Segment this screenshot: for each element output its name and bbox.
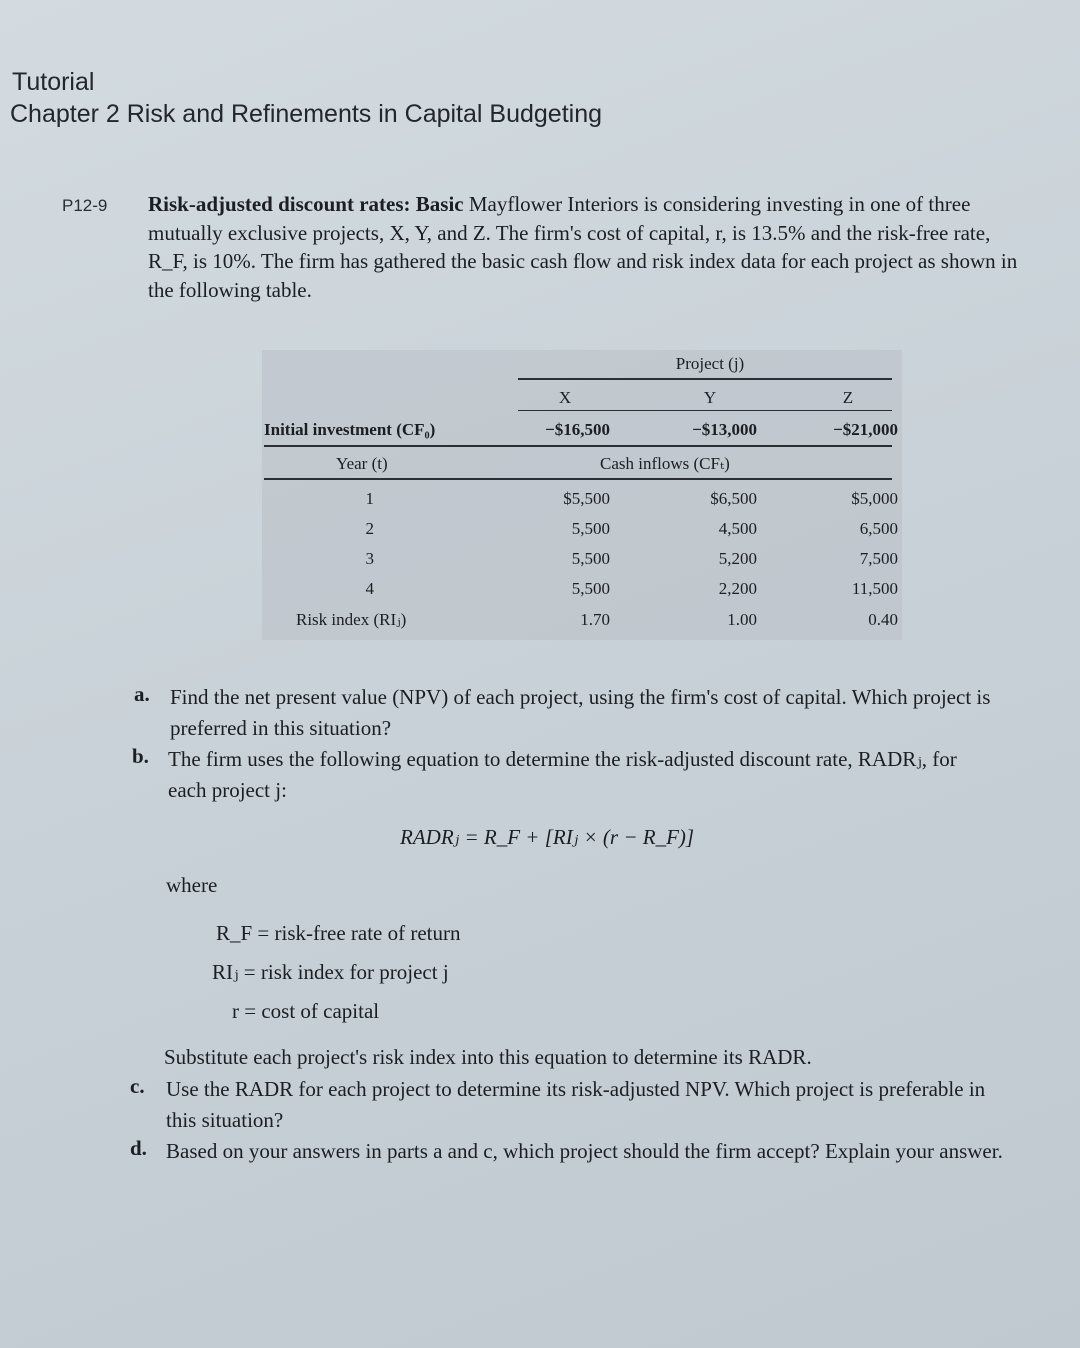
investment-rule: [264, 445, 892, 447]
question-c-text: Use the RADR for each project to determine its risk-adjusted NPV. Which project is preferable in this situation?: [166, 1077, 986, 1132]
cash-z-2: 6,500: [859, 519, 898, 538]
question-d-label: d.: [130, 1136, 147, 1160]
risk-index-z: 0.40: [868, 610, 898, 629]
question-c-label: c.: [130, 1074, 145, 1098]
cash-y-1: $6,500: [710, 489, 757, 508]
substitute-instruction: Substitute each project's risk index into this equation to determine its RADR.: [164, 1045, 812, 1069]
radr-equation: RADRⱼ = R_F + [RIⱼ × (r − R_F)]: [400, 825, 695, 849]
risk-index-label: Risk index (RIⱼ): [296, 610, 407, 629]
definition-risk-index: RIⱼ = risk index for project j: [212, 960, 449, 984]
cash-z-1: $5,000: [851, 489, 898, 508]
problem-title: Risk-adjusted discount rates: Basic: [148, 192, 464, 216]
project-group-header: Project (j): [675, 354, 745, 373]
risk-index-x: 1.70: [580, 610, 610, 629]
cash-z-4: 11,500: [851, 579, 898, 598]
inflows-rule: [264, 478, 892, 480]
problem-statement: [148, 190, 1028, 304]
cash-z-3: 7,500: [859, 549, 898, 568]
definition-risk-free: R_F = risk-free rate of return: [216, 921, 461, 945]
risk-index-y: 1.00: [727, 610, 757, 629]
year-label: Year (t): [336, 454, 388, 473]
project-rule: [518, 410, 892, 411]
cash-y-4: 2,200: [718, 579, 757, 598]
cash-x-1: $5,500: [563, 489, 610, 508]
project-z-header: Z: [842, 388, 854, 407]
problem-number: P12-9: [62, 196, 108, 215]
chapter-title: Chapter 2 Risk and Refinements in Capital Budgeting: [10, 100, 603, 128]
initial-investment-y: −$13,000: [692, 420, 757, 439]
cash-x-3: 5,500: [571, 549, 610, 568]
initial-investment-x: −$16,500: [545, 420, 610, 439]
header-rule: [518, 378, 892, 380]
initial-investment-label: Initial investment (CF₀): [264, 420, 436, 439]
initial-investment-z: −$21,000: [833, 420, 898, 439]
project-x-header: X: [558, 388, 572, 407]
tutorial-heading: Tutorial: [12, 68, 95, 96]
question-a-text: Find the net present value (NPV) of each project, using the firm's cost of capital. Which project is preferred in this situation?: [170, 685, 991, 740]
question-a-label: a.: [134, 682, 150, 706]
question-b-label: b.: [132, 744, 149, 768]
cash-y-3: 5,200: [718, 549, 757, 568]
definition-cost-of-capital: r = cost of capital: [232, 999, 380, 1023]
question-d-text: Based on your answers in parts a and c, which project should the firm accept? Explain your answer.: [166, 1139, 1003, 1163]
year-2: 2: [365, 519, 374, 538]
year-4: 4: [365, 579, 374, 598]
where-label: where: [166, 873, 218, 897]
year-3: 3: [365, 549, 374, 568]
question-b-text: The firm uses the following equation to determine the risk-adjusted discount rate, RADRⱼ, for each project j:: [168, 747, 957, 802]
project-y-header: Y: [703, 388, 717, 407]
problem-body: Mayflower Interiors is considering investing in one of three mutually exclusive projects, X, Y, and Z. The firm's cost of capital, r, is 13.5% and the risk-free rate, R_F, is 10%. The firm has gathered the basic cash flow and risk index data for each project as shown in the following table.: [148, 192, 1018, 302]
year-1: 1: [365, 489, 374, 508]
cash-x-4: 5,500: [571, 579, 610, 598]
cash-x-2: 5,500: [571, 519, 610, 538]
cash-y-2: 4,500: [718, 519, 757, 538]
cash-inflows-label: Cash inflows (CFₜ): [600, 454, 730, 473]
